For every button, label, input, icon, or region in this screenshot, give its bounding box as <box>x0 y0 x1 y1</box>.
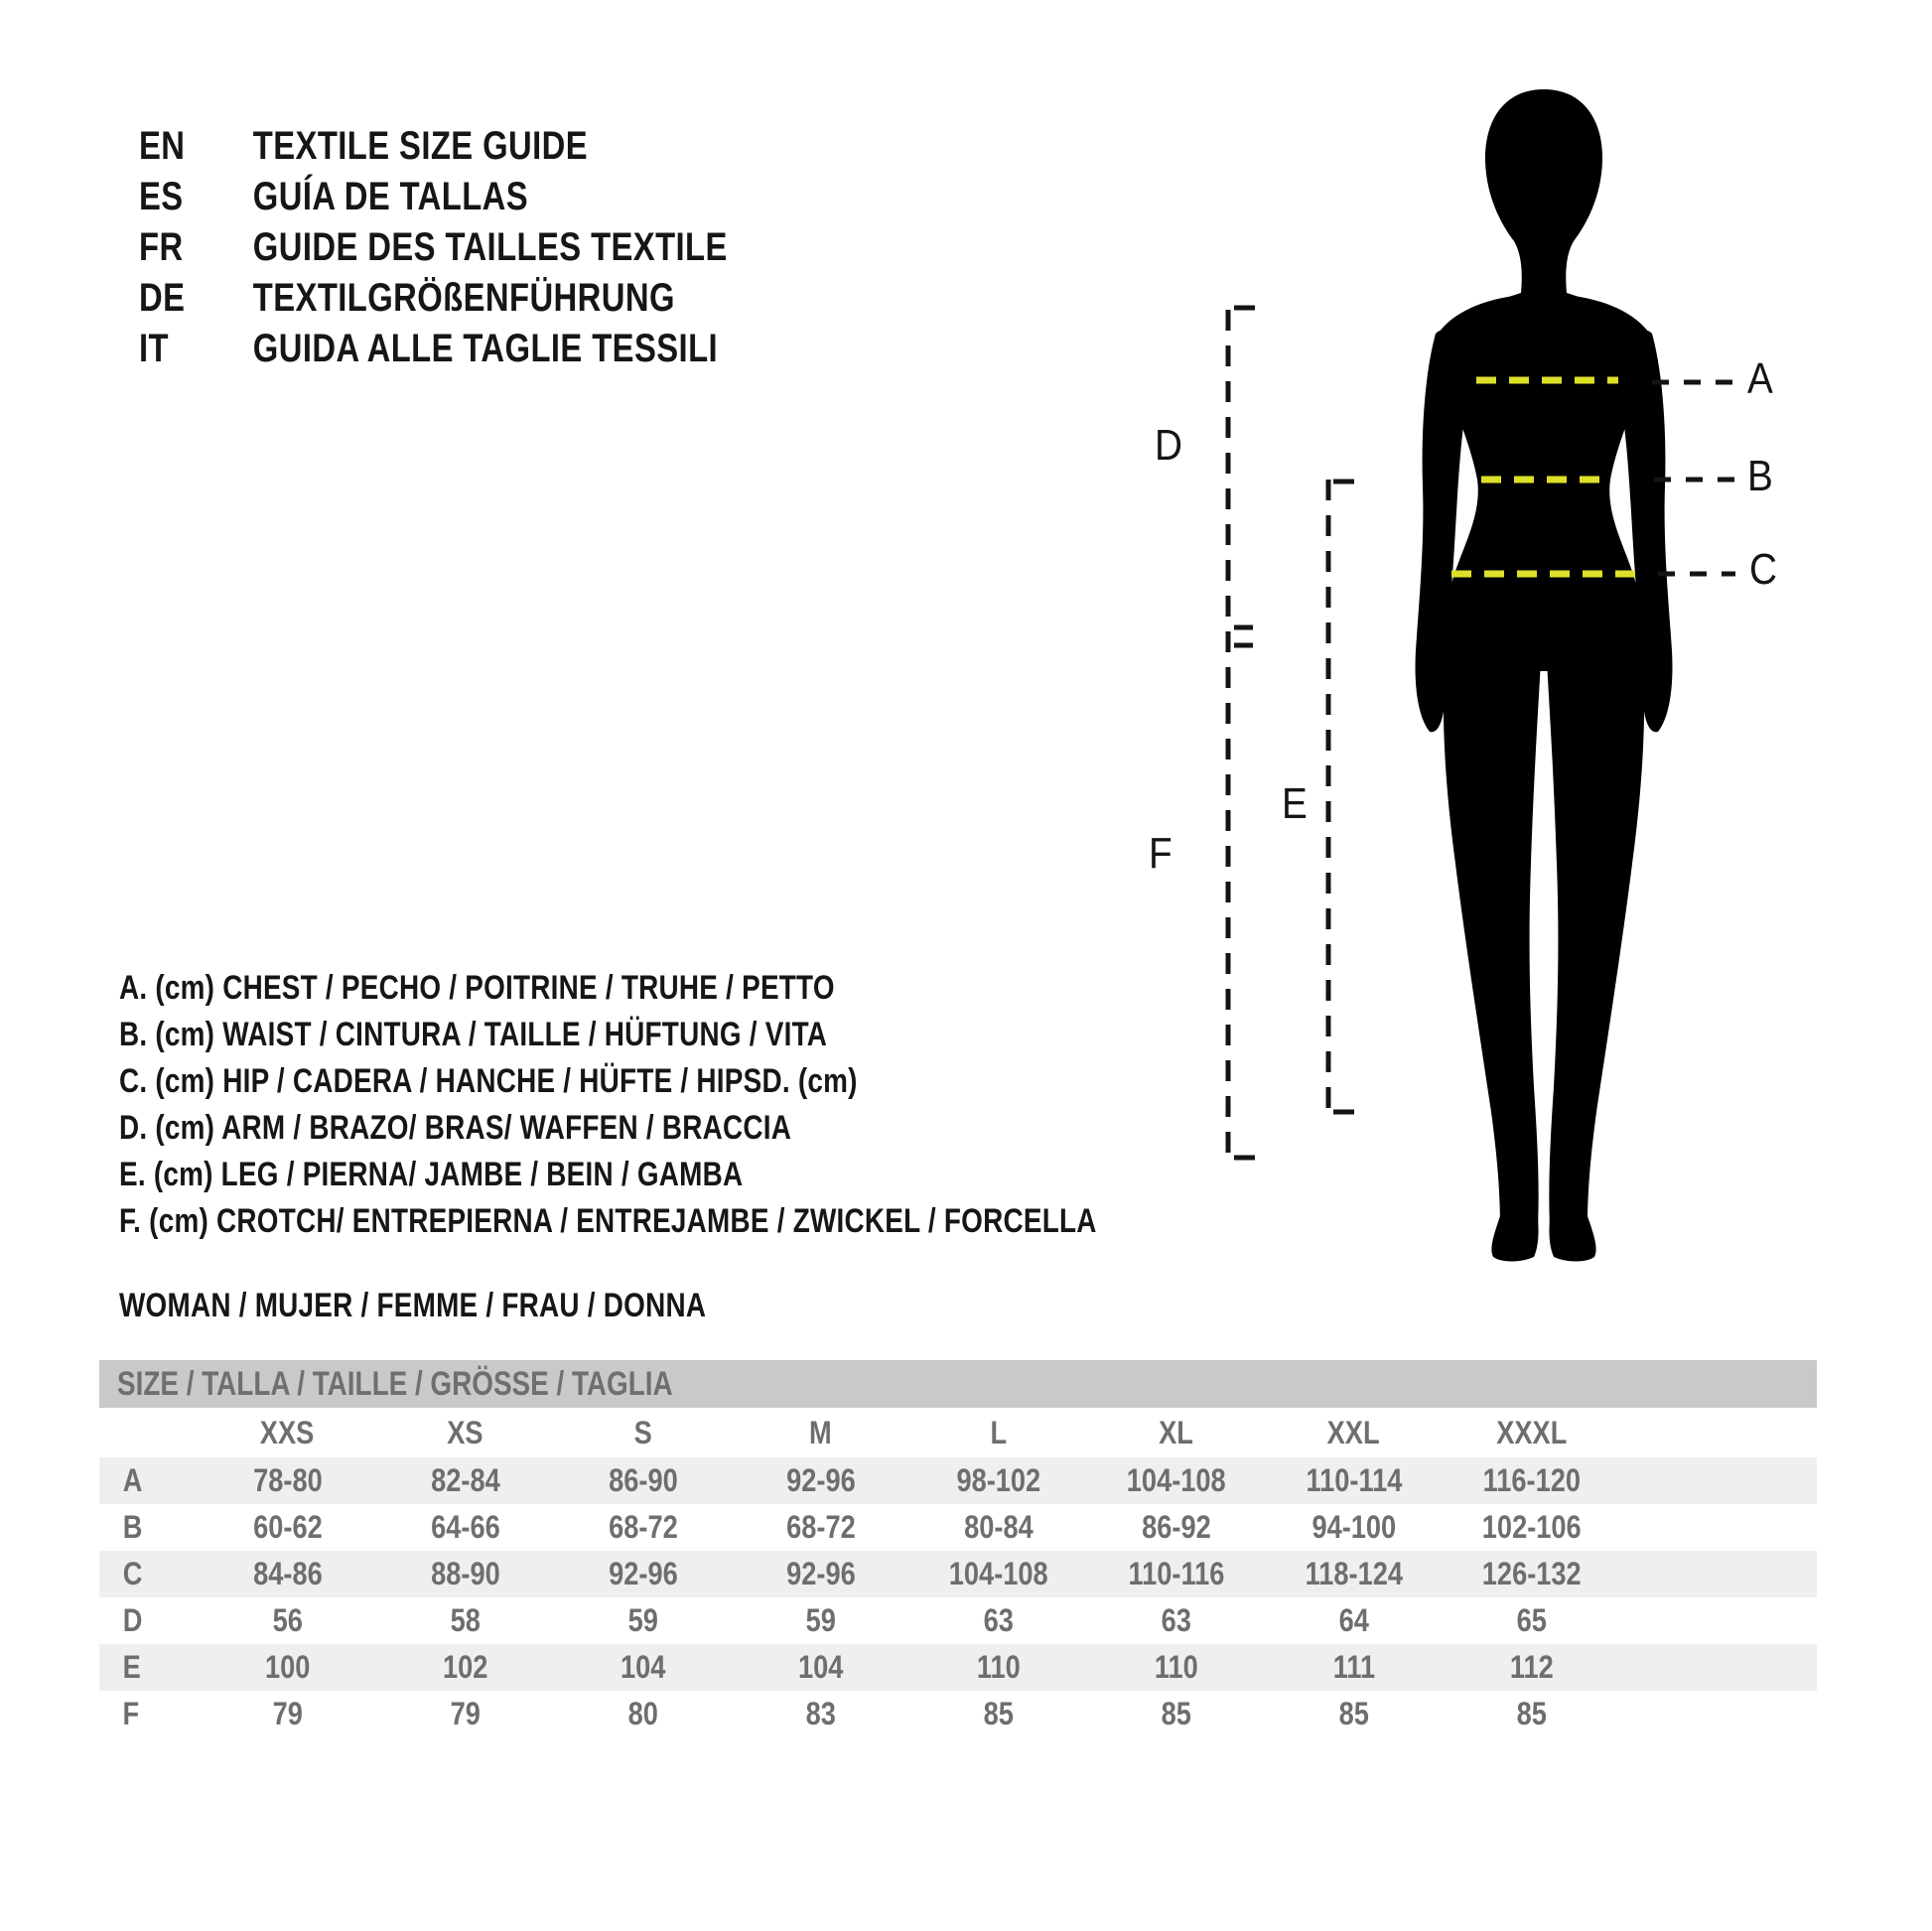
title-language-block <box>139 121 857 374</box>
page-title: TEXTILGRÖßENFÜHRUNG <box>252 276 675 320</box>
size-columns-row <box>99 1408 1817 1457</box>
row-label: F <box>122 1696 140 1731</box>
cell: 68-72 <box>608 1509 678 1545</box>
language-code: FR <box>139 225 184 269</box>
title-row-en <box>139 121 728 172</box>
cell: 118-124 <box>1305 1556 1403 1591</box>
cell: 88-90 <box>430 1556 500 1591</box>
cell: 59 <box>627 1602 658 1638</box>
cell: 56 <box>272 1602 303 1638</box>
row-label: E <box>122 1649 141 1685</box>
title-row-es <box>139 172 728 222</box>
cell: 85 <box>1161 1696 1191 1731</box>
legend-item-b: B. (cm) WAIST / CINTURA / TAILLE / HÜFTUNG / VITA <box>119 1016 828 1053</box>
measurement-legend <box>119 965 1311 1245</box>
row-label: A <box>122 1462 143 1498</box>
table-row-d <box>99 1597 1817 1644</box>
cell: 64 <box>1338 1602 1369 1638</box>
section-heading-text: WOMAN / MUJER / FEMME / FRAU / DONNA <box>119 1287 707 1324</box>
legend-item-d: D. (cm) ARM / BRAZO/ BRAS/ WAFFEN / BRACCIA <box>119 1109 792 1147</box>
cell: 116-120 <box>1482 1462 1581 1498</box>
cell: 83 <box>805 1696 836 1731</box>
row-label: D <box>122 1602 143 1638</box>
cell: 112 <box>1509 1649 1554 1685</box>
cell: 104-108 <box>1126 1462 1226 1498</box>
size-column-header-xs: XS <box>447 1414 483 1450</box>
cell: 79 <box>272 1696 303 1731</box>
cell: 102 <box>442 1649 488 1685</box>
cell: 110-116 <box>1128 1556 1224 1591</box>
cell: 111 <box>1332 1649 1375 1685</box>
language-code: IT <box>139 327 169 370</box>
cell: 59 <box>805 1602 836 1638</box>
cell: 63 <box>983 1602 1014 1638</box>
cell: 92-96 <box>608 1556 678 1591</box>
cell: 86-90 <box>608 1462 678 1498</box>
cell: 126-132 <box>1481 1556 1582 1591</box>
size-column-header-s: S <box>633 1414 652 1450</box>
cell: 80 <box>627 1696 658 1731</box>
cell: 104-108 <box>948 1556 1048 1591</box>
row-label: B <box>122 1509 143 1545</box>
cell: 104 <box>797 1649 844 1685</box>
cell: 78-80 <box>252 1462 323 1498</box>
cell: 104 <box>620 1649 666 1685</box>
table-row-f <box>99 1691 1817 1737</box>
cell: 84-86 <box>252 1556 323 1591</box>
title-row-it <box>139 324 728 374</box>
size-table-header-text: SIZE / TALLA / TAILLE / GRÖSSE / TAGLIA <box>117 1365 673 1403</box>
measure-label-a: A <box>1747 354 1773 403</box>
cell: 80-84 <box>963 1509 1034 1545</box>
measure-label-b: B <box>1747 452 1773 500</box>
cell: 58 <box>450 1602 481 1638</box>
title-row-fr <box>139 222 728 273</box>
measure-label-d: D <box>1155 421 1182 470</box>
measure-label-c: C <box>1749 545 1777 594</box>
cell: 110-114 <box>1306 1462 1402 1498</box>
section-heading-woman <box>119 1287 835 1325</box>
size-column-header-m: M <box>809 1414 832 1450</box>
table-row-b <box>99 1504 1817 1551</box>
language-code: DE <box>139 276 186 320</box>
page-title: TEXTILE SIZE GUIDE <box>252 124 589 168</box>
cell: 85 <box>1516 1696 1547 1731</box>
cell: 92-96 <box>785 1556 856 1591</box>
size-table <box>99 1360 1817 1737</box>
cell: 100 <box>264 1649 311 1685</box>
size-column-header-xl: XL <box>1159 1414 1193 1450</box>
cell: 79 <box>450 1696 481 1731</box>
language-code: ES <box>139 175 184 218</box>
size-table-header-band <box>99 1360 1817 1408</box>
table-row-e <box>99 1644 1817 1691</box>
cell: 86-92 <box>1141 1509 1211 1545</box>
cell: 64-66 <box>430 1509 500 1545</box>
cell: 94-100 <box>1311 1509 1396 1545</box>
legend-item-e: E. (cm) LEG / PIERNA/ JAMBE / BEIN / GAMBA <box>119 1156 744 1193</box>
cell: 63 <box>1161 1602 1191 1638</box>
cell: 98-102 <box>956 1462 1040 1498</box>
page-title: GUIDE DES TAILLES TEXTILE <box>252 225 728 269</box>
row-label: C <box>122 1556 143 1591</box>
title-row-de <box>139 273 728 324</box>
page-title: GUIDA ALLE TAGLIE TESSILI <box>252 327 719 370</box>
size-column-header-l: L <box>990 1414 1007 1450</box>
size-column-header-xxl: XXL <box>1327 1414 1380 1450</box>
measure-label-e: E <box>1282 779 1308 828</box>
page-title: GUÍA DE TALLAS <box>252 175 529 218</box>
cell: 92-96 <box>785 1462 856 1498</box>
cell: 110 <box>1154 1649 1198 1685</box>
language-code: EN <box>139 124 186 168</box>
cell: 65 <box>1516 1602 1547 1638</box>
cell: 110 <box>976 1649 1021 1685</box>
legend-item-f: F. (cm) CROTCH/ ENTREPIERNA / ENTREJAMBE / ZWICKEL / FORCELLA <box>119 1202 1097 1240</box>
cell: 68-72 <box>785 1509 856 1545</box>
cell: 60-62 <box>252 1509 323 1545</box>
cell: 102-106 <box>1481 1509 1582 1545</box>
legend-item-a: A. (cm) CHEST / PECHO / POITRINE / TRUHE / PETTO <box>119 969 835 1007</box>
table-row-c <box>99 1551 1817 1597</box>
table-row-a <box>99 1457 1817 1504</box>
legend-item-c: C. (cm) HIP / CADERA / HANCHE / HÜFTE / HIPSD. (cm) <box>119 1062 858 1100</box>
size-column-header-xxs: XXS <box>260 1414 315 1450</box>
size-column-header-xxxl: XXXL <box>1495 1414 1568 1450</box>
cell: 85 <box>983 1696 1014 1731</box>
measure-label-f: F <box>1149 829 1173 878</box>
woman-silhouette <box>1416 89 1673 1262</box>
cell: 82-84 <box>430 1462 500 1498</box>
cell: 85 <box>1338 1696 1369 1731</box>
